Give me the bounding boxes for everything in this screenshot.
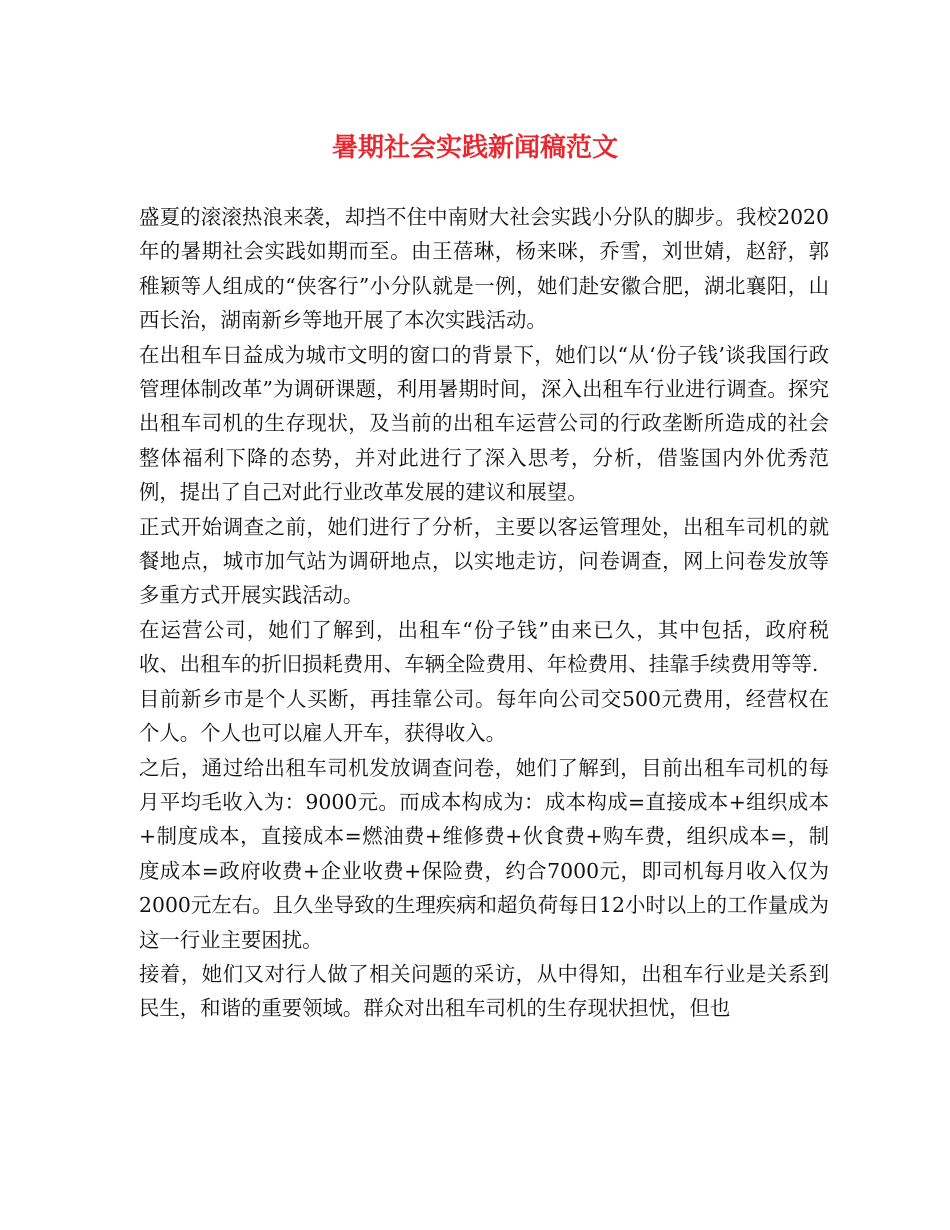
document-title: 暑期社会实践新闻稿范文: [331, 133, 618, 163]
paragraph: 目前新乡市是个人买断，再挂靠公司。每年向公司交500元费用，经营权在个人。个人也可以雇人开车，获得收入。: [139, 686, 829, 746]
paragraph: 盛夏的滚滚热浪来袭，却挡不住中南财大社会实践小分队的脚步。我校2020年的暑期社会实践如期而至。由王蓓琳，杨来咪，乔雪，刘世婧，赵舒，郭稚颖等人组成的“侠客行”小分队就是一例，她们赴安徽合肥，湖北襄阳，山西长治，湖南新乡等地开展了本次实践活动。: [139, 205, 829, 333]
paragraph: 之后，通过给出租车司机发放调查问卷，她们了解到，目前出租车司机的每月平均毛收入为：9000元。而成本构成为：成本构成=直接成本+组织成本+制度成本，直接成本=燃油费+维修费+伙食费+购车费，组织成本=，制度成本=政府收费+企业收费+保险费，约合7000元，即司机每月收入仅为2000元左右。且久坐导致的生理疾病和超负荷每日12小时以上的工作量成为这一行业主要困扰。: [139, 755, 829, 952]
paragraph: 在出租车日益成为城市文明的窗口的背景下，她们以“从‘份子钱’谈我国行政管理体制改革”为调研课题，利用暑期时间，深入出租车行业进行调查。探究出租车司机的生存现状，及当前的出租车运营公司的行政垄断所造成的社会整体福利下降的态势，并对此进行了深入思考，分析，借鉴国内外优秀范例，提出了自己对此行业改革发展的建议和展望。: [139, 342, 829, 505]
document-body: [139, 200, 829, 1026]
paragraph: 在运营公司，她们了解到，出租车“份子钱”由来已久，其中包括，政府税收、出租车的折旧损耗费用、车辆全险费用、年检费用、挂靠手续费用等等.: [139, 617, 829, 677]
paragraph: 接着，她们又对行人做了相关问题的采访，从中得知，出租车行业是关系到民生，和谐的重要领域。群众对出租车司机的生存现状担忧，但也: [139, 961, 829, 1021]
paragraph: 正式开始调查之前，她们进行了分析，主要以客运管理处，出租车司机的就餐地点，城市加气站为调研地点，以实地走访，问卷调查，网上问卷发放等多重方式开展实践活动。: [139, 514, 829, 608]
